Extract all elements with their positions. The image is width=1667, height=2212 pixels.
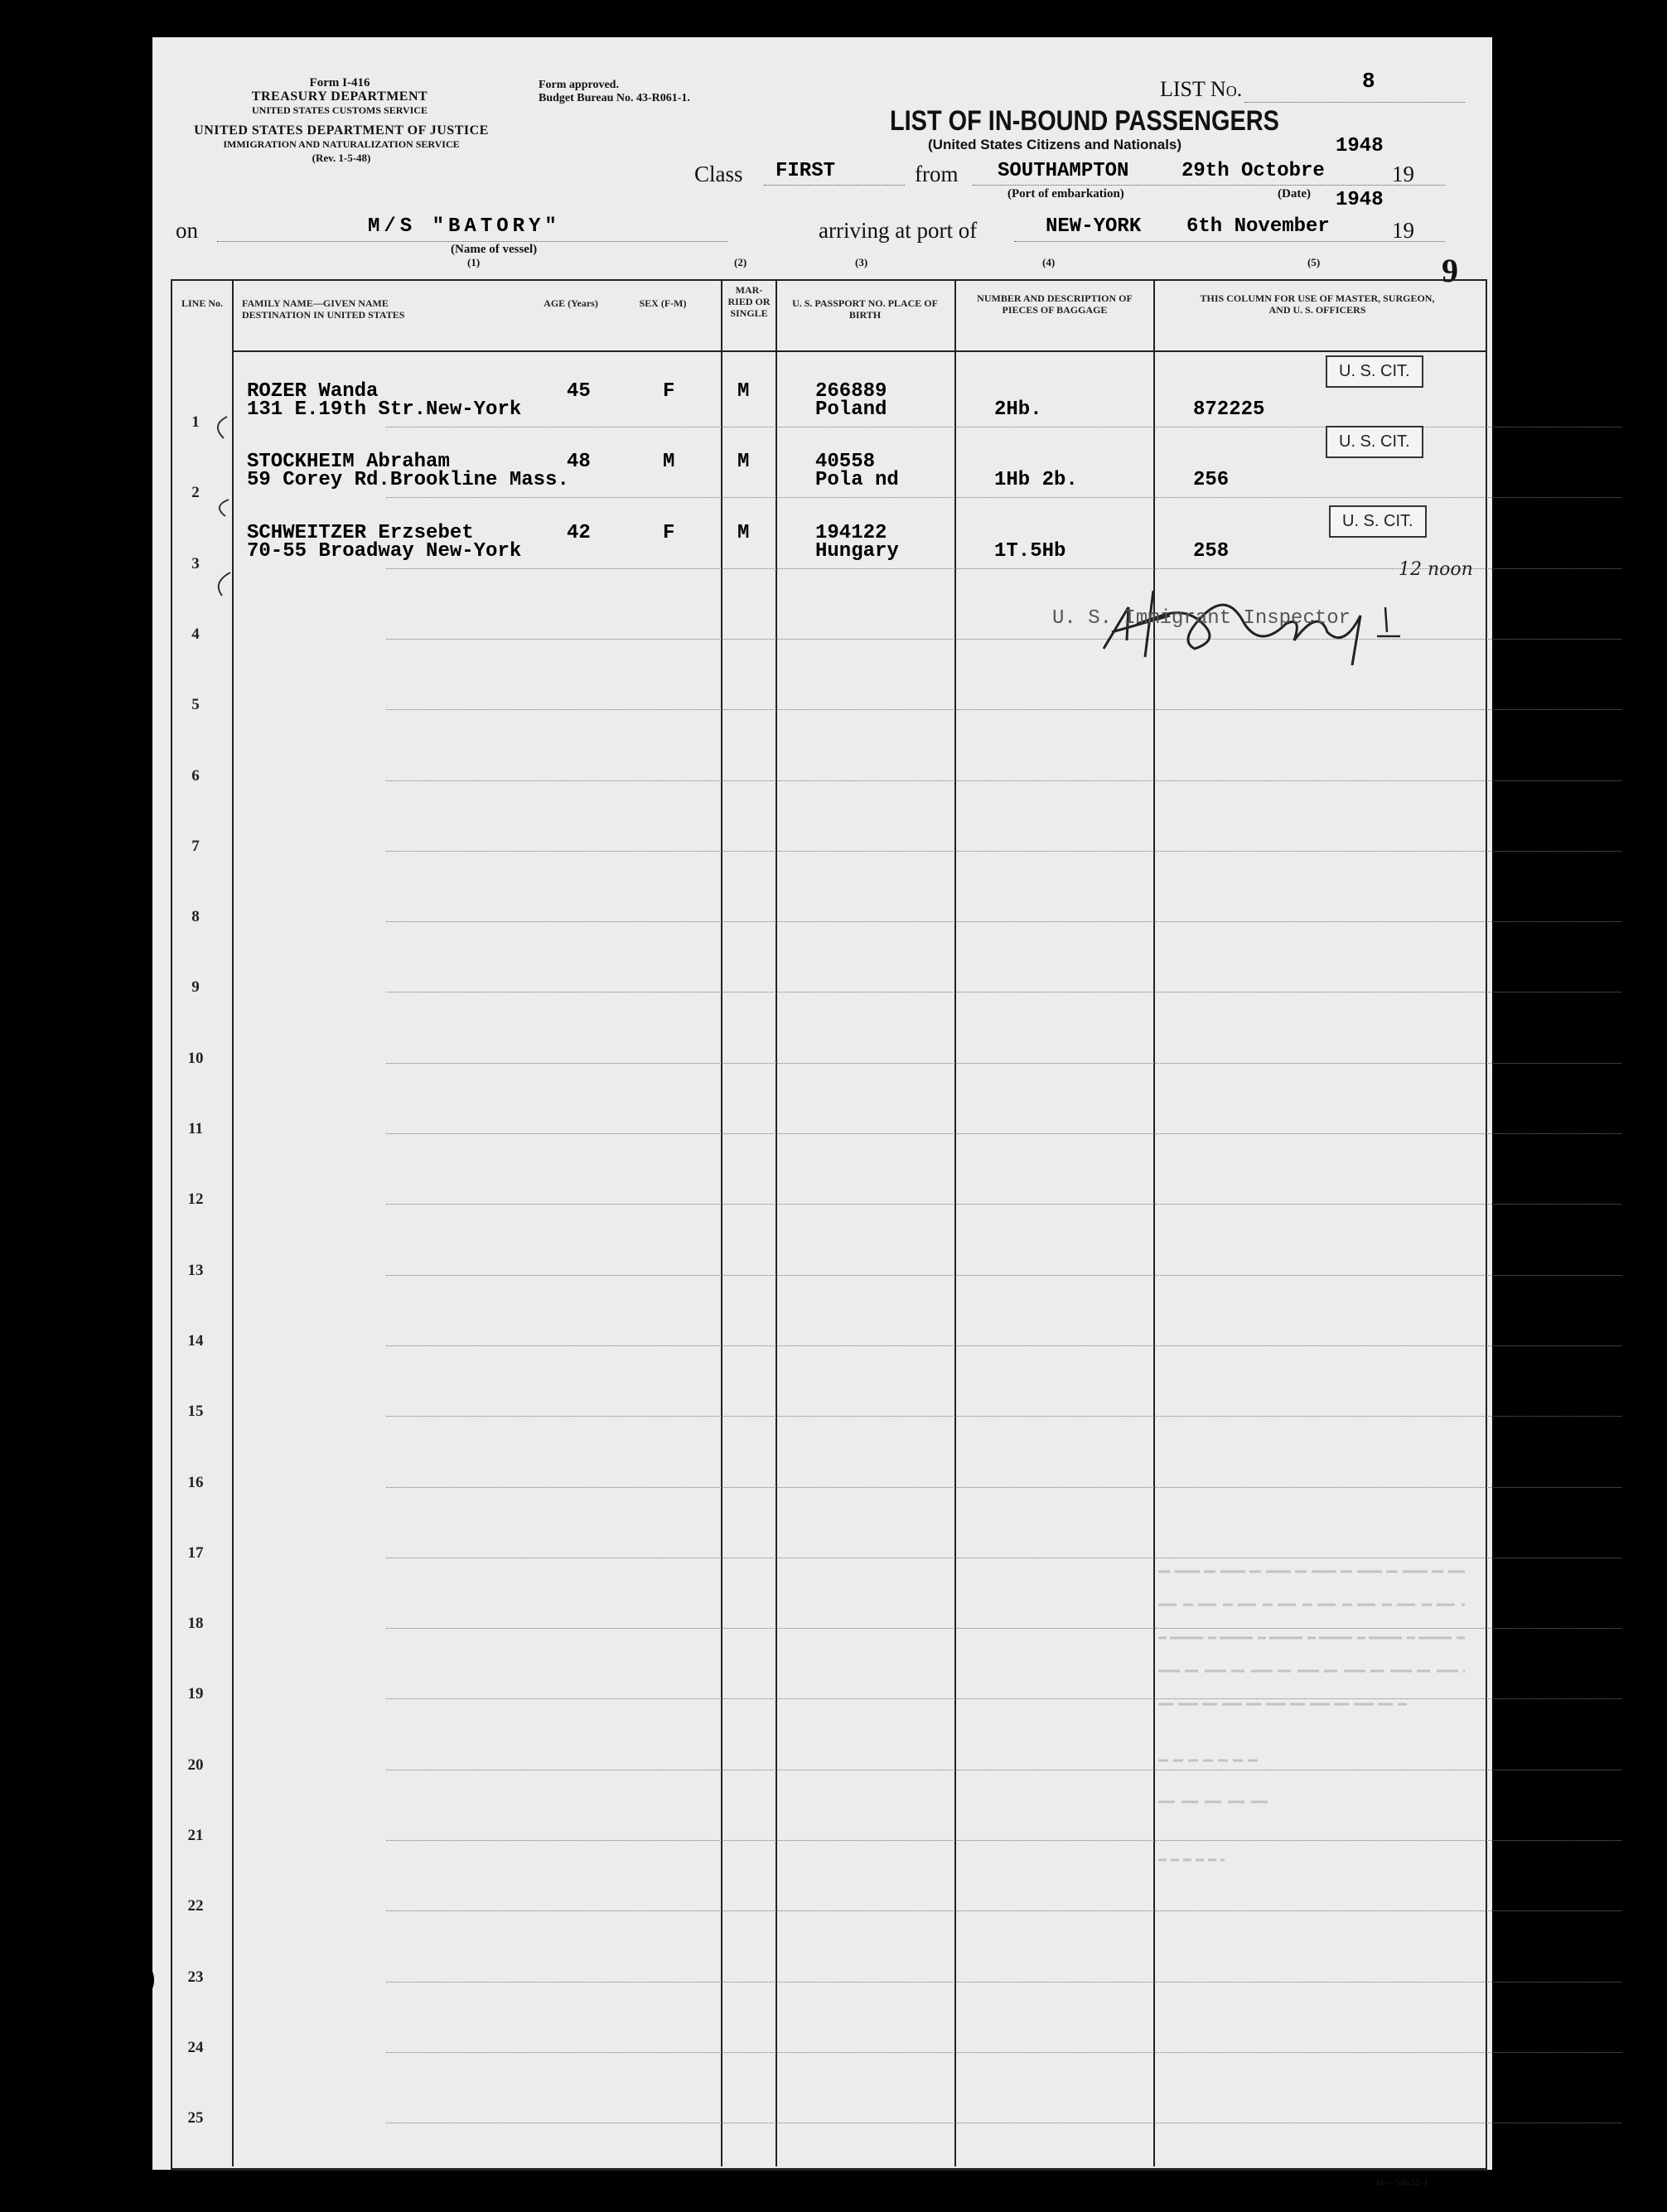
arrival-line — [1014, 241, 1445, 242]
date-caption: (Date) — [1278, 187, 1311, 200]
year-2: 1948 — [1336, 189, 1384, 211]
arriving-label: arriving at port of — [819, 218, 978, 243]
colhead-passport: U. S. PASSPORT NO. PLACE OF BIRTH — [792, 297, 938, 321]
page-subtitle: (United States Citizens and Nationals) — [928, 137, 1182, 152]
line-number: 21 — [187, 1827, 204, 1844]
arrival-date: 6th November — [1186, 215, 1330, 238]
colnum-3: (3) — [855, 256, 868, 268]
binder-hole — [101, 724, 147, 770]
passenger-name: STOCKHEIM Abraham — [247, 451, 450, 473]
officer-number: 256 — [1193, 469, 1230, 491]
footer-code: 16—54652-1 — [1375, 2176, 1428, 2188]
port-caption: (Port of embarkation) — [1007, 187, 1124, 200]
class-label: Class — [694, 162, 743, 186]
passenger-marital-status: M — [737, 380, 750, 403]
passport-number: 266889 — [815, 380, 887, 403]
colnum-5: (5) — [1307, 256, 1321, 268]
form-approved: Form approved. — [539, 79, 619, 91]
class-value: FIRST — [776, 160, 836, 182]
colnum-2: (2) — [734, 256, 747, 268]
passenger-age: 45 — [567, 380, 591, 403]
line-number: 19 — [187, 1685, 204, 1703]
ins-service: IMMIGRATION AND NATURALIZATION SERVICE — [223, 138, 460, 150]
binder-hole — [101, 214, 147, 260]
table-row — [386, 709, 1621, 710]
table-row — [386, 1345, 1621, 1346]
line-number: 1 — [191, 413, 200, 431]
place-of-birth: Pola nd — [815, 469, 899, 491]
colhead-line: LINE No. — [181, 297, 223, 309]
colhead-married: MAR-RIED OR SINGLE — [727, 284, 771, 319]
line-number: 25 — [187, 2109, 204, 2127]
table-row — [386, 1982, 1621, 1983]
baggage-description: 1Hb 2b. — [994, 469, 1078, 491]
form-number: Form I-416 — [309, 76, 370, 89]
us-citizen-stamp: U. S. CIT. — [1326, 426, 1423, 458]
table-row — [386, 921, 1621, 922]
passenger-marital-status: M — [737, 522, 750, 544]
colnum-4: (4) — [1042, 256, 1056, 268]
line-number: 10 — [187, 1049, 204, 1067]
list-no-value: 8 — [1362, 69, 1375, 94]
arrival-port: NEW-YORK — [1046, 215, 1142, 238]
binder-hole — [101, 1562, 147, 1609]
place-of-birth: Hungary — [815, 540, 899, 563]
on-label: on — [176, 218, 198, 243]
class-line — [764, 185, 905, 186]
tick-marks — [202, 400, 235, 632]
table-row — [386, 780, 1621, 781]
us-citizen-stamp: U. S. CIT. — [1329, 505, 1427, 538]
colnum-1: (1) — [467, 256, 481, 268]
binder-hole — [101, 596, 147, 643]
table-row — [386, 1275, 1621, 1276]
justice-dept: UNITED STATES DEPARTMENT OF JUSTICE — [194, 123, 489, 138]
table-row — [386, 497, 1621, 498]
passport-number: 194122 — [815, 522, 887, 544]
table-row — [386, 1416, 1621, 1417]
passenger-sex: M — [663, 451, 675, 473]
passenger-destination: 131 E.19th Str.New-York — [247, 398, 522, 421]
customs-service: UNITED STATES CUSTOMS SERVICE — [252, 104, 428, 116]
colhead-sex: SEX (F-M) — [639, 297, 687, 309]
binder-hole — [101, 1438, 147, 1485]
vessel-line — [217, 241, 727, 242]
line-number: 8 — [191, 908, 200, 926]
year-1: 1948 — [1336, 135, 1384, 157]
list-no-label: LIST No. — [1160, 77, 1243, 101]
passenger-age: 48 — [567, 451, 591, 473]
line-number: 9 — [191, 978, 200, 997]
line-number: 22 — [187, 1897, 204, 1915]
line-number: 20 — [187, 1756, 204, 1774]
col-divider-passport — [776, 281, 777, 2166]
baggage-description: 1T.5Hb — [994, 540, 1066, 563]
passenger-sex: F — [663, 380, 675, 403]
manifest-page — [152, 37, 1492, 2188]
passenger-name: ROZER Wanda — [247, 380, 379, 403]
signature-note: 12 noon — [1399, 559, 1473, 580]
line-number: 16 — [187, 1473, 204, 1491]
bleed-through — [1158, 1553, 1473, 1934]
line-number: 6 — [191, 766, 200, 785]
table-row — [386, 1063, 1621, 1064]
col-divider-baggage — [954, 281, 956, 2166]
treasury-dept: TREASURY DEPARTMENT — [251, 89, 428, 104]
passenger-destination: 70-55 Broadway New-York — [247, 540, 522, 563]
passport-number: 40558 — [815, 451, 876, 473]
line-number: 3 — [191, 554, 200, 572]
line-number: 5 — [191, 696, 200, 714]
binder-hole — [101, 83, 147, 129]
binder-hole — [108, 1957, 154, 2003]
inspector-title: U. S. Immigrant Inspector — [1052, 607, 1351, 630]
line-number: 18 — [187, 1615, 204, 1633]
table-row — [386, 2052, 1621, 2053]
budget-bureau: Budget Bureau No. 43-R061-1. — [539, 92, 690, 104]
page-title: LIST OF IN-BOUND PASSENGERS — [890, 105, 1279, 137]
port-of-embarkation: SOUTHAMPTON — [998, 160, 1129, 182]
baggage-description: 2Hb. — [994, 398, 1042, 421]
line-number: 2 — [191, 484, 200, 502]
line-number: 23 — [187, 1968, 204, 1986]
colhead-officers: THIS COLUMN FOR USE OF MASTER, SURGEON, AND U. S. OFFICERS — [1200, 292, 1435, 316]
table-row — [386, 1204, 1621, 1205]
line-number: 4 — [191, 625, 200, 643]
page-mark: 9 — [1442, 252, 1458, 289]
list-no-line — [1244, 102, 1465, 103]
vessel-name: M/S "BATORY" — [368, 215, 561, 238]
from-label: from — [915, 162, 959, 186]
officer-number: 258 — [1193, 540, 1230, 563]
table-row — [386, 992, 1621, 993]
col-divider-married — [721, 281, 722, 2166]
passenger-destination: 59 Corey Rd.Brookline Mass. — [247, 469, 569, 491]
us-citizen-stamp: U. S. CIT. — [1326, 355, 1423, 388]
line-number: 12 — [187, 1191, 204, 1209]
colhead-baggage: NUMBER AND DESCRIPTION OF PIECES OF BAGGAGE — [977, 292, 1133, 316]
passenger-marital-status: M — [737, 451, 750, 473]
from-line — [973, 185, 1445, 186]
line-number: 13 — [187, 1261, 204, 1279]
colhead-name: FAMILY NAME—GIVEN NAME DESTINATION IN UNITED STATES — [242, 297, 405, 321]
binder-hole — [101, 1085, 147, 1132]
line-number: 11 — [188, 1120, 203, 1137]
year-prefix-2: 19 — [1392, 218, 1414, 243]
passenger-name: SCHWEITZER Erzsebet — [247, 522, 474, 544]
table-row — [386, 851, 1621, 852]
binder-hole — [101, 2070, 147, 2116]
passenger-sex: F — [663, 522, 675, 544]
line-number: 14 — [187, 1331, 204, 1350]
passenger-age: 42 — [567, 522, 591, 544]
line-number: 24 — [187, 2038, 204, 2056]
line-number: 17 — [187, 1543, 204, 1562]
table-row — [386, 1133, 1621, 1134]
vessel-caption: (Name of vessel) — [451, 243, 538, 256]
line-number: 15 — [187, 1403, 204, 1421]
table-row — [386, 1487, 1621, 1488]
officer-number: 872225 — [1193, 398, 1265, 421]
colhead-age: AGE (Years) — [544, 297, 598, 309]
revision: (Rev. 1-5-48) — [312, 152, 371, 164]
header-rule — [232, 350, 1486, 352]
departure-date: 29th Octobre — [1181, 160, 1325, 182]
place-of-birth: Poland — [815, 398, 887, 421]
line-number: 7 — [191, 837, 200, 855]
binder-hole — [101, 365, 147, 411]
year-prefix-1: 19 — [1392, 162, 1414, 186]
